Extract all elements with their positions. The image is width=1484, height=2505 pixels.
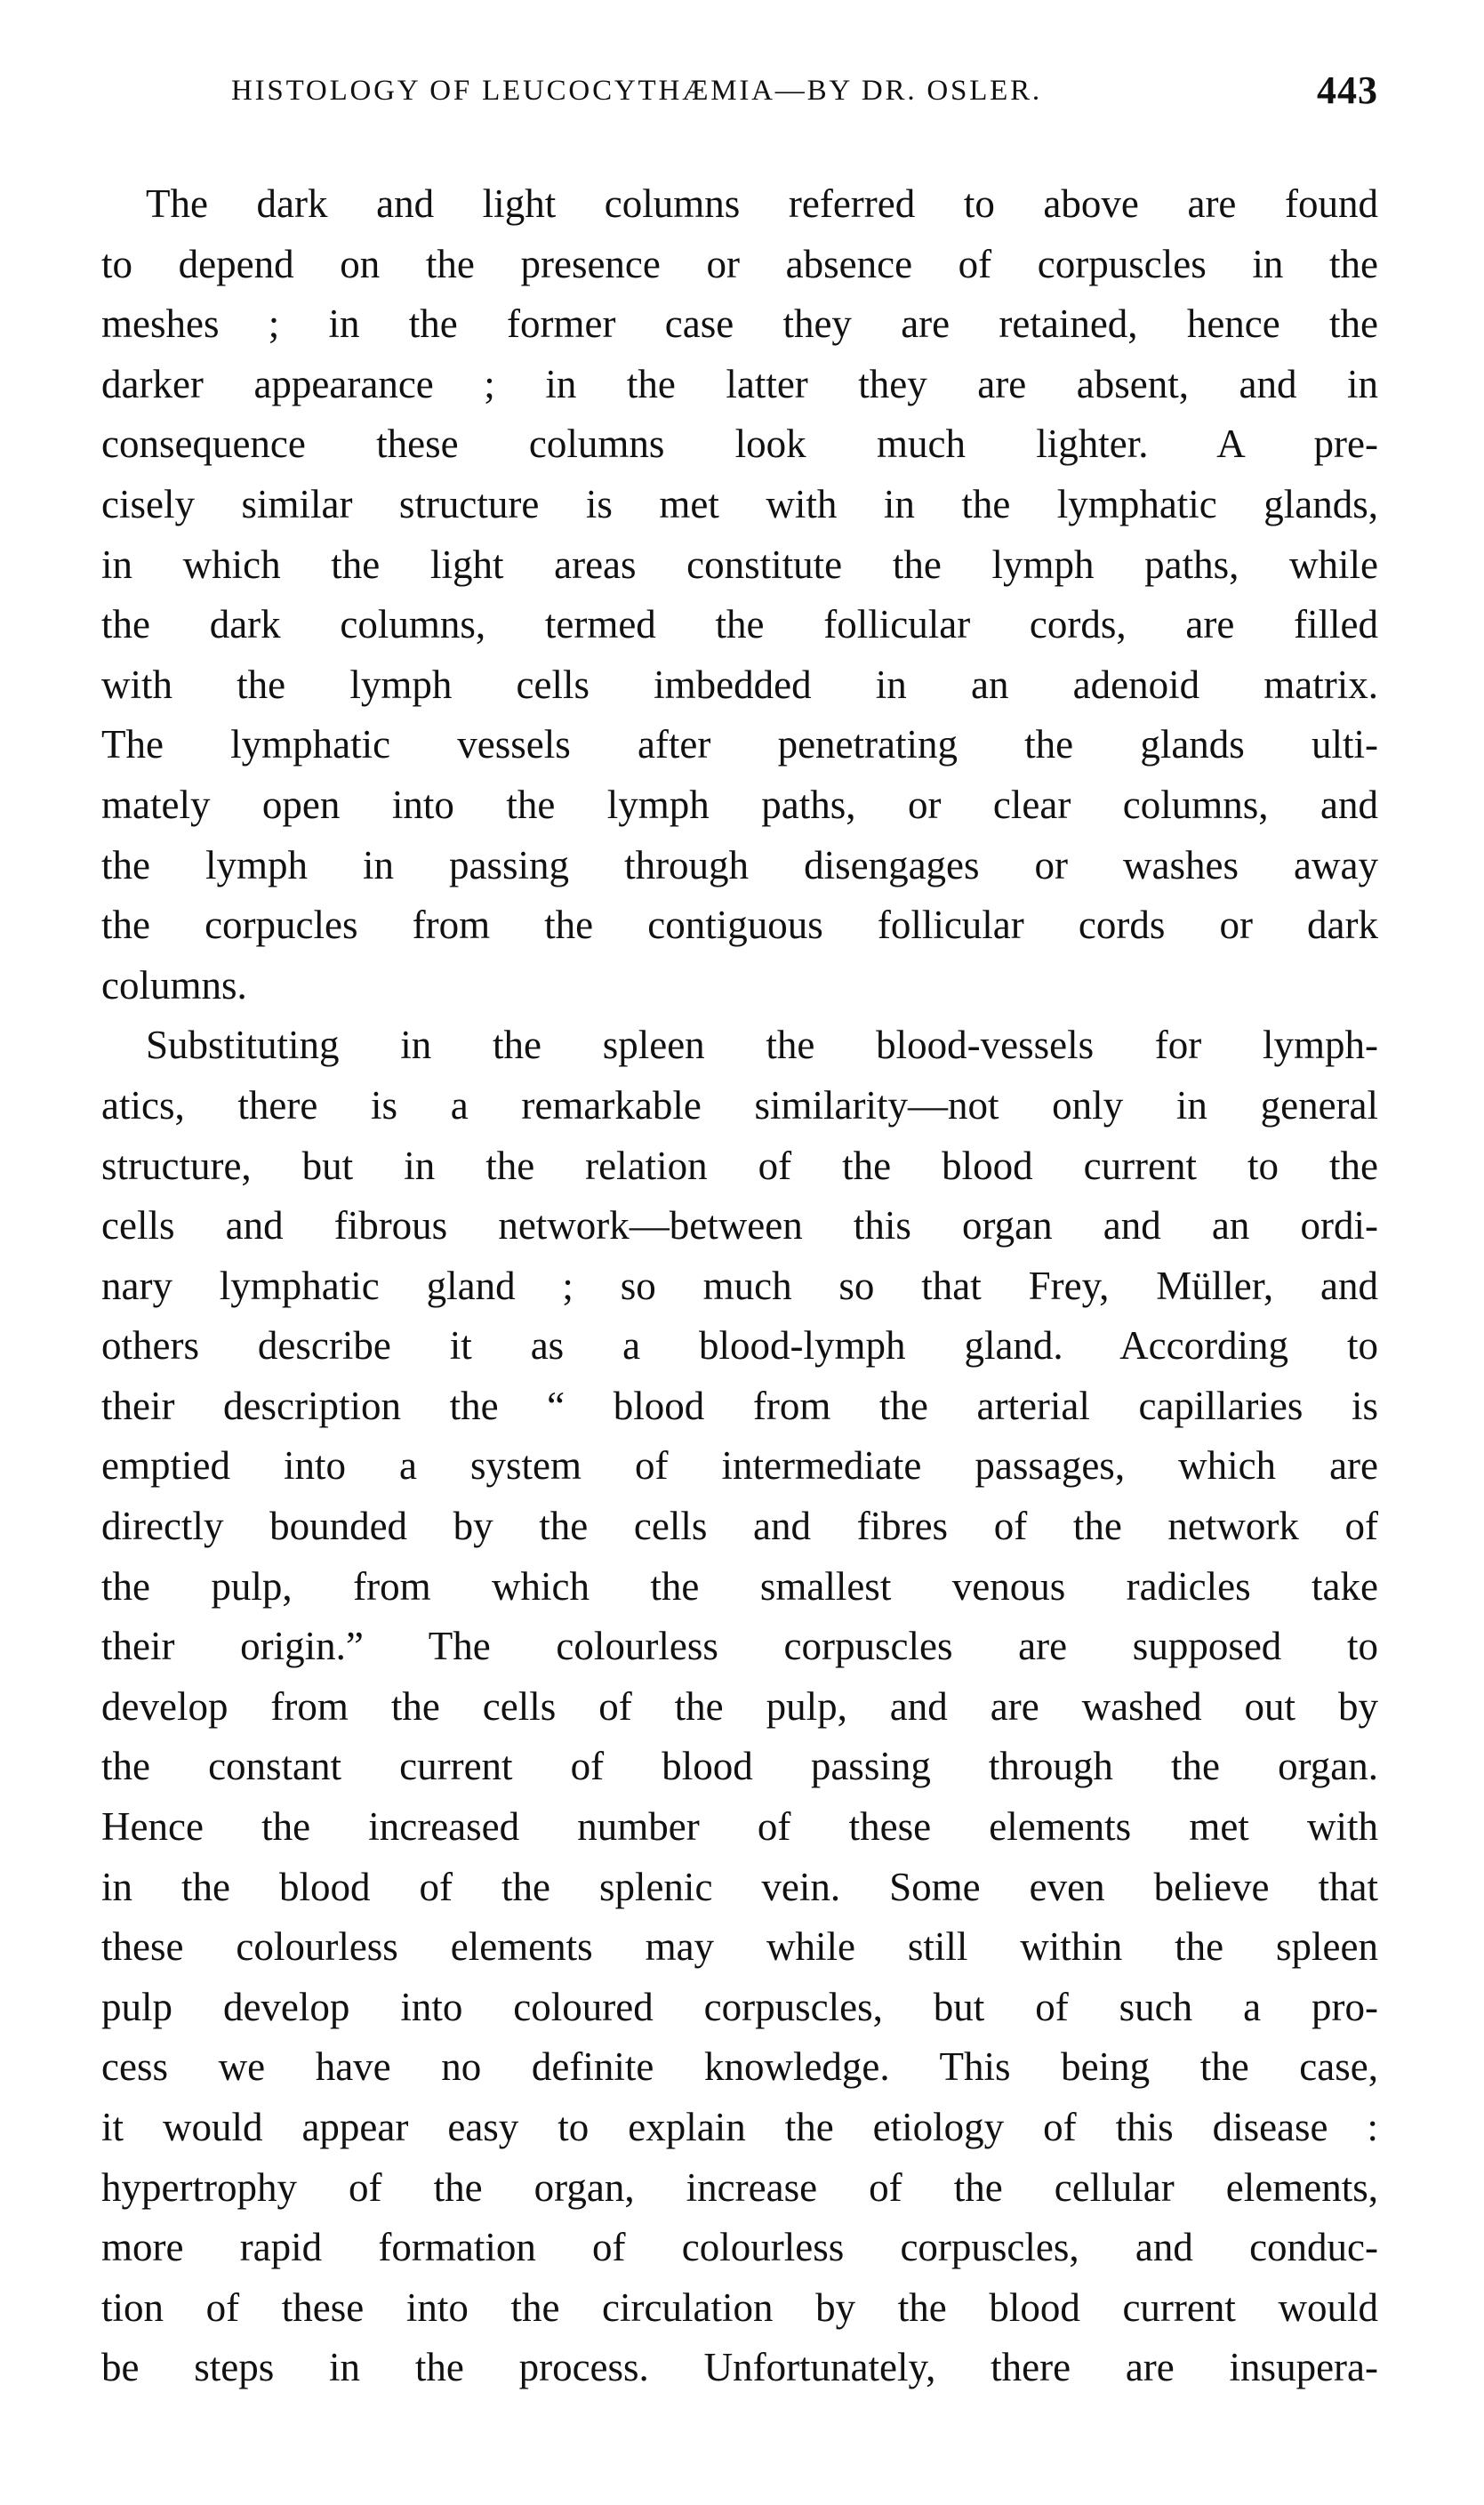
text-line: meshes ; in the former case they are retained, hence the [101, 301, 1378, 347]
text-line: directly bounded by the cells and fibres of the network of [101, 1504, 1378, 1549]
text-line: cisely similar structure is met with in the lymphatic glands, [101, 481, 1378, 526]
text-line: in which the light areas constitute the lymph paths, while [101, 542, 1378, 587]
running-head [231, 68, 1378, 128]
text-line: be steps in the process. Unfortunately, there are insupera- [101, 2345, 1378, 2390]
text-line: darker appearance ; in the latter they are absent, and in [101, 361, 1378, 406]
text-line: Substituting in the spleen the blood-vessels for lymph- [146, 1023, 1378, 1068]
text-line: these colourless elements may while still within the spleen [101, 1924, 1378, 1970]
text-line: the dark columns, termed the follicular cords, are filled [101, 602, 1378, 647]
text-line: structure, but in the relation of the blood current to the [101, 1143, 1378, 1188]
text-line: develop from the cells of the pulp, and are washed out by [101, 1683, 1378, 1729]
text-line: cells and fibrous network—between this organ and an ordi- [101, 1203, 1378, 1248]
paragraph-1 [101, 174, 1378, 1016]
text-line: tion of these into the circulation by the blood current would [101, 2284, 1378, 2330]
running-title: HISTOLOGY OF LEUCOCYTHÆMIA—BY DR. OSLER. [231, 75, 1042, 107]
text-line: pulp develop into coloured corpuscles, but of such a pro- [101, 1984, 1378, 2029]
page-number: 443 [1317, 68, 1378, 112]
text-line: their description the “ blood from the arterial capillaries is [101, 1383, 1378, 1428]
text-line: consequence these columns look much lighter. A pre- [101, 422, 1378, 467]
text-line: cess we have no definite knowledge. This being the case, [101, 2044, 1378, 2090]
text-line: nary lymphatic gland ; so much so that Frey, Müller, and [101, 1263, 1378, 1308]
text-line: atics, there is a remarkable similarity—not only in general [101, 1082, 1378, 1128]
text-line: mately open into the lymph paths, or clear columns, and [101, 782, 1378, 827]
text-line: in the blood of the splenic vein. Some even believe that [101, 1864, 1378, 1909]
paragraph-2 [101, 1016, 1378, 2398]
text-line: it would appear easy to explain the etiology of this disease : [101, 2105, 1378, 2149]
text-line: columns. [101, 962, 247, 1008]
text-line: hypertrophy of the organ, increase of the cellular elements, [101, 2164, 1378, 2210]
text-line: the pulp, from which the smallest venous radicles take [101, 1563, 1378, 1609]
text-line: others describe it as a blood-lymph gland. According to [101, 1323, 1378, 1369]
text-line: The dark and light columns referred to above are found [146, 181, 1378, 226]
text-line: The lymphatic vessels after penetrating the glands ulti- [101, 722, 1378, 767]
body-text [101, 174, 1378, 2398]
text-line: their origin.” The colourless corpuscles are supposed to [101, 1624, 1378, 1669]
text-line: the constant current of blood passing through the organ. [101, 1744, 1378, 1789]
text-line: to depend on the presence or absence of corpuscles in the [101, 241, 1378, 286]
text-line: Hence the increased number of these elements met with [101, 1804, 1378, 1850]
text-line: emptied into a system of intermediate passages, which are [101, 1443, 1378, 1489]
text-line: with the lymph cells imbedded in an adenoid matrix. [101, 662, 1378, 707]
text-line: the corpucles from the contiguous follicular cords or dark [101, 903, 1378, 948]
text-line: the lymph in passing through disengages or washes away [101, 842, 1378, 887]
text-line: more rapid formation of colourless corpuscles, and conduc- [101, 2225, 1378, 2270]
